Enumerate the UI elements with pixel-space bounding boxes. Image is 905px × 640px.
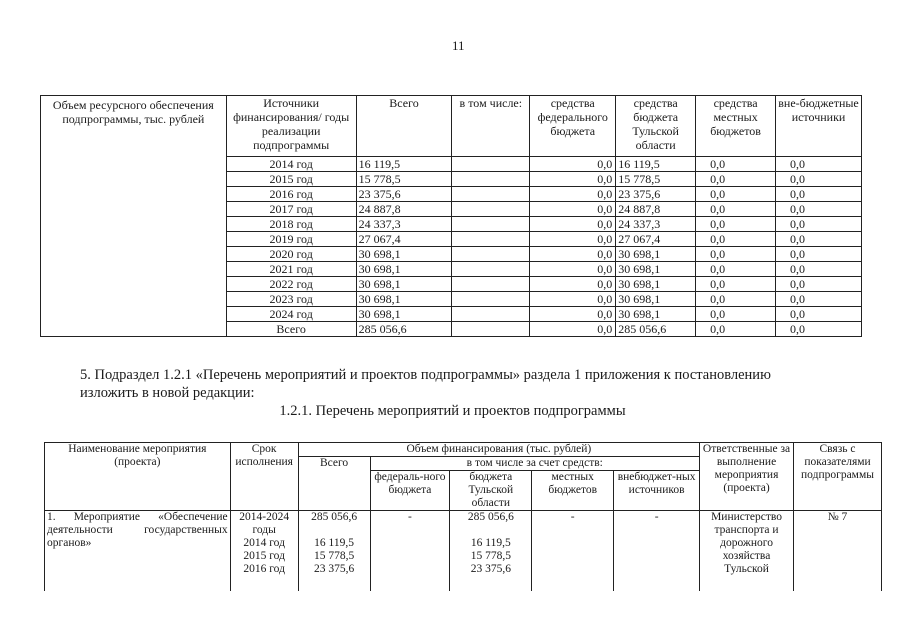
row-regional: 30 698,1: [616, 247, 696, 262]
total-item: 16 119,5: [314, 537, 354, 549]
row-total: 30 698,1: [356, 307, 452, 322]
row-total: 15 778,5: [356, 172, 452, 187]
row-regional: 24 337,3: [616, 217, 696, 232]
row-label: Всего: [226, 322, 356, 337]
row-regional: 285 056,6: [616, 322, 696, 337]
row-total: 30 698,1: [356, 292, 452, 307]
header-local: средства местных бюджетов: [696, 96, 776, 157]
row-total: 24 337,3: [356, 217, 452, 232]
row-label: 2016 год: [226, 187, 356, 202]
paragraph-line2: изложить в новой редакции:: [80, 385, 255, 401]
row-including: [452, 202, 530, 217]
row-label: 2023 год: [226, 292, 356, 307]
row-label: 2015 год: [226, 172, 356, 187]
row-extra: 0,0: [776, 292, 862, 307]
row-federal: 0,0: [530, 157, 616, 172]
row-extra: 0,0: [776, 172, 862, 187]
row-label: 2014 год: [226, 157, 356, 172]
header-regional: средства бюджета Тульской области: [616, 96, 696, 157]
header-sources: Источники финансирования/ годы реализации подпрограммы: [226, 96, 356, 157]
row-total: 24 887,8: [356, 202, 452, 217]
total-item: 15 778,5: [313, 550, 355, 562]
paragraph-line1: 5. Подраздел 1.2.1 «Перечень мероприятий и проектов подпрограммы» раздела 1 приложения к постановлению: [80, 367, 771, 383]
row-total: 27 067,4: [356, 232, 452, 247]
row-regional: 30 698,1: [616, 292, 696, 307]
regional-item: 285 056,6: [467, 511, 514, 523]
total-item: 285 056,6: [311, 511, 358, 523]
row-regional: 30 698,1: [616, 307, 696, 322]
row-extra: 0,0: [776, 232, 862, 247]
row-including: [452, 157, 530, 172]
row-regional: 16 119,5: [616, 157, 696, 172]
row-total: 285 056,6: [356, 322, 452, 337]
row-total: 30 698,1: [356, 277, 452, 292]
term-item: 2014 год: [243, 537, 285, 549]
header-extra: вне-бюджетные источники: [776, 96, 862, 157]
row-including: [452, 292, 530, 307]
row-including: [452, 262, 530, 277]
row-total: 23 375,6: [356, 187, 452, 202]
term-item: 2016 год: [243, 563, 285, 575]
row-including: [452, 247, 530, 262]
row-local: 0,0: [696, 262, 776, 277]
header-total-2: Всего: [298, 457, 370, 511]
regional-item: 23 375,6: [470, 563, 511, 575]
row-including: [452, 187, 530, 202]
row-federal: 0,0: [530, 277, 616, 292]
measure-responsible: Министерство транспорта и дорожного хозяйства Тульской: [700, 511, 794, 592]
page-number: 11: [452, 38, 465, 53]
row-including: [452, 172, 530, 187]
row-federal: 0,0: [530, 262, 616, 277]
term-item: 2014-2024 годы: [239, 511, 290, 536]
row-local: 0,0: [696, 307, 776, 322]
row-federal: 0,0: [530, 322, 616, 337]
row-including: [452, 322, 530, 337]
row-local: 0,0: [696, 172, 776, 187]
row-federal: 0,0: [530, 187, 616, 202]
header-name: Наименование мероприятия (проекта): [45, 443, 231, 511]
header-federal: средства федерального бюджета: [530, 96, 616, 157]
row-extra: 0,0: [776, 262, 862, 277]
measure-extra: -: [614, 511, 700, 592]
row-label: 2018 год: [226, 217, 356, 232]
row-label: 2019 год: [226, 232, 356, 247]
row-regional: 30 698,1: [616, 262, 696, 277]
row-label: 2022 год: [226, 277, 356, 292]
row-federal: 0,0: [530, 217, 616, 232]
header-regional-2: бюджета Тульской области: [450, 471, 532, 511]
header-total: Всего: [356, 96, 452, 157]
row-extra: 0,0: [776, 187, 862, 202]
row-local: 0,0: [696, 187, 776, 202]
row-federal: 0,0: [530, 202, 616, 217]
header-including-2: в том числе за счет средств:: [370, 457, 700, 471]
section-title: 1.2.1. Перечень мероприятий и проектов подпрограммы: [279, 403, 626, 419]
row-local: 0,0: [696, 157, 776, 172]
row-federal: 0,0: [530, 232, 616, 247]
header-including: в том числе:: [452, 96, 530, 157]
measure-link: № 7: [794, 511, 882, 592]
row-extra: 0,0: [776, 157, 862, 172]
row-local: 0,0: [696, 217, 776, 232]
header-local-2: местных бюджетов: [532, 471, 614, 511]
row-regional: 15 778,5: [616, 172, 696, 187]
regional-item: 15 778,5: [470, 550, 511, 562]
row-label: 2021 год: [226, 262, 356, 277]
row-regional: 30 698,1: [616, 277, 696, 292]
row-extra: 0,0: [776, 277, 862, 292]
resource-label: Объем ресурсного обеспечения подпрограммы, тыс. рублей: [41, 96, 227, 337]
row-extra: 0,0: [776, 217, 862, 232]
row-extra: 0,0: [776, 307, 862, 322]
row-regional: 27 067,4: [616, 232, 696, 247]
header-term: Срок исполнения: [230, 443, 298, 511]
header-funding: Объем финансирования (тыс. рублей): [298, 443, 699, 457]
header-federal-2: федераль-ного бюджета: [370, 471, 450, 511]
measures-table: [44, 442, 882, 591]
row-including: [452, 277, 530, 292]
row-total: 30 698,1: [356, 247, 452, 262]
row-local: 0,0: [696, 292, 776, 307]
row-extra: 0,0: [776, 247, 862, 262]
row-label: 2024 год: [226, 307, 356, 322]
measure-regional: [450, 511, 532, 592]
row-total: 16 119,5: [356, 157, 452, 172]
row-extra: 0,0: [776, 322, 862, 337]
row-local: 0,0: [696, 322, 776, 337]
measure-local: -: [532, 511, 614, 592]
total-item: 23 375,6: [313, 563, 355, 575]
header-responsible: Ответственные за выполнение мероприятия (проекта): [700, 443, 794, 511]
header-link: Связь с показателями подпрограммы: [794, 443, 882, 511]
row-total: 30 698,1: [356, 262, 452, 277]
measure-terms: [230, 511, 298, 592]
row-federal: 0,0: [530, 247, 616, 262]
row-regional: 24 887,8: [616, 202, 696, 217]
row-federal: 0,0: [530, 292, 616, 307]
row-including: [452, 307, 530, 322]
measure-federal: -: [370, 511, 450, 592]
row-regional: 23 375,6: [616, 187, 696, 202]
row-local: 0,0: [696, 232, 776, 247]
header-extra-2: внебюджет-ных источников: [614, 471, 700, 511]
resource-table: [40, 95, 862, 337]
measure-name: 1. Мероприятие «Обеспечение деятельности государственных органов»: [45, 511, 231, 592]
row-local: 0,0: [696, 202, 776, 217]
row-label: 2017 год: [226, 202, 356, 217]
row-label: 2020 год: [226, 247, 356, 262]
row-including: [452, 232, 530, 247]
measure-totals: [298, 511, 370, 592]
row-federal: 0,0: [530, 307, 616, 322]
term-item: 2015 год: [243, 550, 285, 562]
row-local: 0,0: [696, 277, 776, 292]
row-federal: 0,0: [530, 172, 616, 187]
regional-item: 16 119,5: [470, 537, 511, 549]
row-local: 0,0: [696, 247, 776, 262]
row-including: [452, 217, 530, 232]
row-extra: 0,0: [776, 202, 862, 217]
